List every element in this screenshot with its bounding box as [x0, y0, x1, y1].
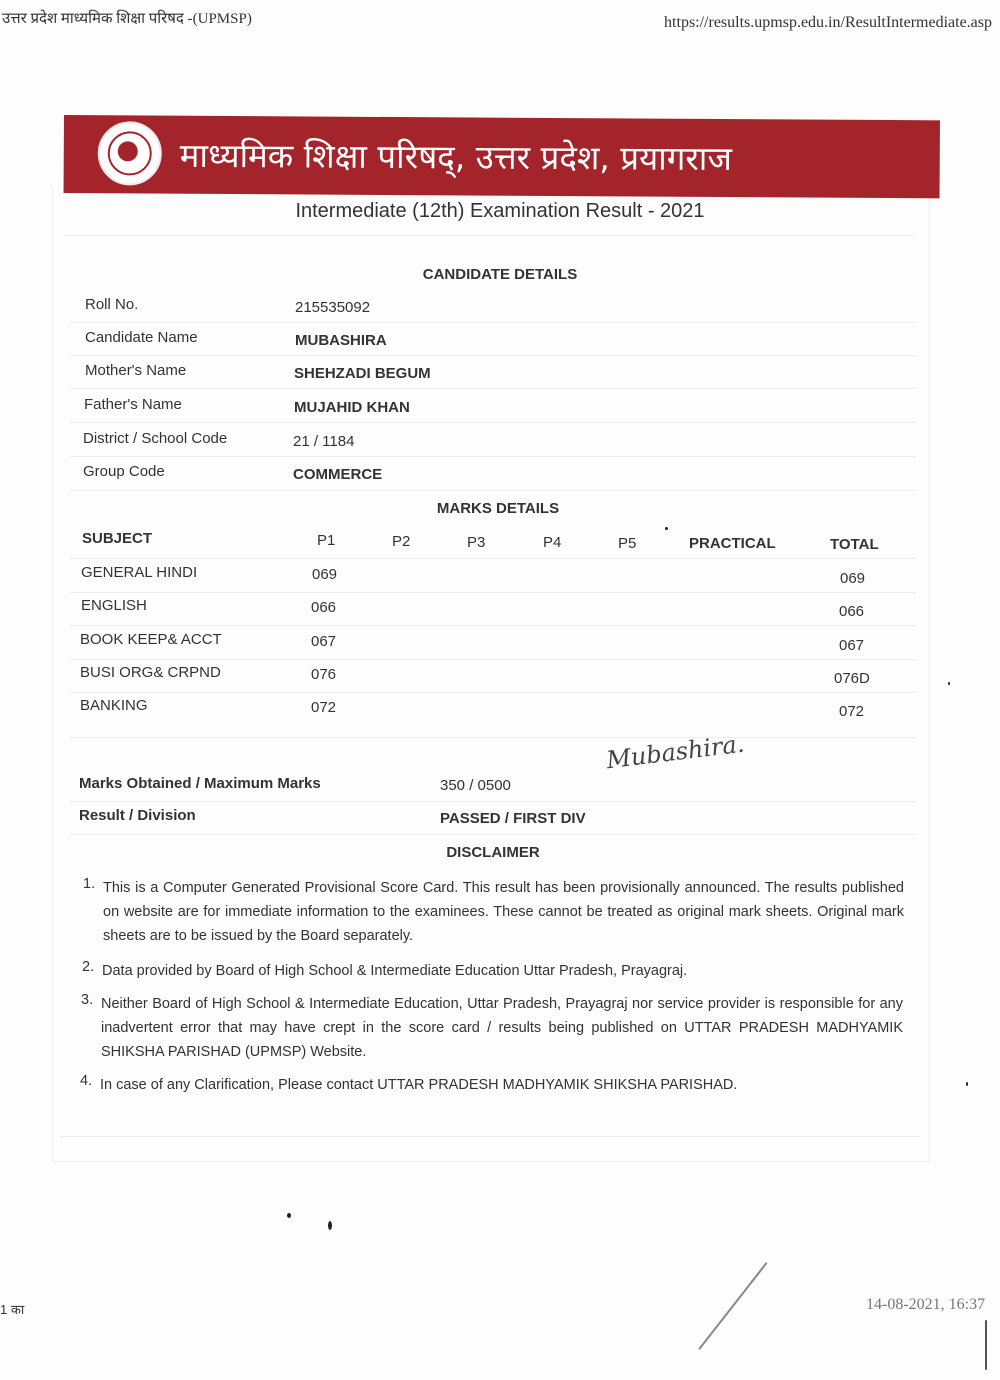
row-divider — [70, 834, 916, 835]
list-item-number: 2. — [82, 959, 95, 975]
marks-obtained-value: 350 / 0500 — [440, 777, 511, 794]
p1-cell: 076 — [311, 666, 337, 683]
fathers-name-value: MUJAHID KHAN — [294, 399, 410, 416]
col-p4: P4 — [543, 534, 562, 551]
total-cell: 066 — [839, 603, 865, 620]
row-divider — [70, 422, 916, 423]
p1-cell: 072 — [311, 699, 337, 716]
group-code-value: COMMERCE — [293, 466, 383, 483]
p1-cell: 066 — [311, 599, 337, 616]
upmsp-seal-icon — [98, 121, 162, 185]
row-divider — [70, 737, 916, 738]
list-item-number: 4. — [80, 1073, 93, 1089]
total-cell: 076D — [834, 670, 870, 687]
print-timestamp: 14-08-2021, 16:37 — [866, 1296, 986, 1313]
col-total: TOTAL — [830, 536, 879, 553]
exam-title: Intermediate (12th) Examination Result - 2021 — [295, 200, 705, 222]
board-banner — [64, 115, 940, 198]
list-item-number: 1. — [83, 876, 96, 892]
district-school-code-value: 21 / 1184 — [293, 433, 355, 450]
col-p5: P5 — [618, 535, 637, 552]
group-code-label: Group Code — [83, 463, 165, 480]
row-divider — [70, 625, 916, 626]
row-divider — [70, 801, 916, 802]
candidate-name-label: Candidate Name — [85, 329, 198, 346]
list-item: Data provided by Board of High School & Intermediate Education Uttar Pradesh, Prayagraj. — [102, 963, 688, 979]
subject-cell: BUSI ORG& CRPND — [80, 664, 221, 681]
fathers-name-label: Father's Name — [84, 396, 182, 413]
subject-cell: BOOK KEEP& ACCT — [80, 631, 222, 648]
marks-details-heading: MARKS DETAILS — [436, 500, 560, 517]
mothers-name-value: SHEHZADI BEGUM — [294, 365, 431, 382]
col-p3: P3 — [467, 534, 486, 551]
mothers-name-label: Mother's Name — [85, 362, 187, 379]
roll-no-label: Roll No. — [85, 296, 139, 313]
row-divider — [70, 558, 916, 559]
total-cell: 069 — [840, 570, 866, 587]
list-item: This is a Computer Generated Provisional Score Card. This result has been provisionally announced. The results published on website are for immediate information to the examinees. These cannot be treated as original mark sheets. Original mark sheets are to be issued by the Board separately. — [103, 880, 904, 944]
roll-no-value: 215535092 — [295, 299, 371, 316]
divider — [60, 1136, 920, 1137]
marks-obtained-label: Marks Obtained / Maximum Marks — [79, 775, 321, 792]
row-divider — [70, 456, 916, 457]
subject-cell: GENERAL HINDI — [81, 564, 198, 581]
row-divider — [70, 355, 916, 356]
row-divider — [70, 659, 916, 660]
divider — [64, 235, 914, 236]
subject-cell: ENGLISH — [81, 597, 147, 614]
col-practical: PRACTICAL — [689, 535, 776, 552]
p1-cell: 067 — [311, 633, 337, 650]
row-divider — [70, 692, 916, 693]
list-item: In case of any Clarification, Please contact UTTAR PRADESH MADHYAMIK SHIKSHA PARISHAD. — [100, 1077, 738, 1093]
row-divider — [70, 322, 916, 323]
result-division-value: PASSED / FIRST DIV — [440, 810, 586, 827]
district-school-code-label: District / School Code — [83, 430, 228, 447]
print-header-left: उत्तर प्रदेश माध्यमिक शिक्षा परिषद -(UPMSP) — [2, 11, 252, 27]
p1-cell: 069 — [312, 566, 338, 583]
total-cell: 067 — [839, 637, 865, 654]
result-division-label: Result / Division — [79, 807, 196, 824]
col-subject: SUBJECT — [82, 530, 153, 547]
subject-cell: BANKING — [80, 697, 148, 714]
disclaimer-heading: DISCLAIMER — [446, 844, 540, 861]
print-footer-page: 1 का — [0, 1302, 25, 1317]
list-item: Neither Board of High School & Intermediate Education, Uttar Pradesh, Prayagraj nor service provider is responsible for any inadvertent error that may have crept in the score card / results being published on UTTAR PRADESH MADHYAMIK SHIKSHA PARISHAD (UPMSP) Website. — [101, 996, 903, 1060]
row-divider — [70, 490, 916, 491]
candidate-name-value: MUBASHIRA — [295, 332, 387, 349]
print-header-url: https://results.upmsp.edu.in/ResultIntermediate.asp — [664, 14, 992, 31]
total-cell: 072 — [839, 703, 865, 720]
row-divider — [70, 592, 916, 593]
col-p1: P1 — [317, 532, 336, 549]
col-p2: P2 — [392, 533, 411, 550]
list-item-number: 3. — [81, 992, 94, 1008]
board-title: माध्यमिक शिक्षा परिषद्, उत्तर प्रदेश, प्रयागराज — [179, 135, 733, 179]
candidate-details-heading: CANDIDATE DETAILS — [422, 266, 578, 283]
row-divider — [70, 388, 916, 389]
handwritten-signature: Mubashira. — [604, 729, 746, 775]
